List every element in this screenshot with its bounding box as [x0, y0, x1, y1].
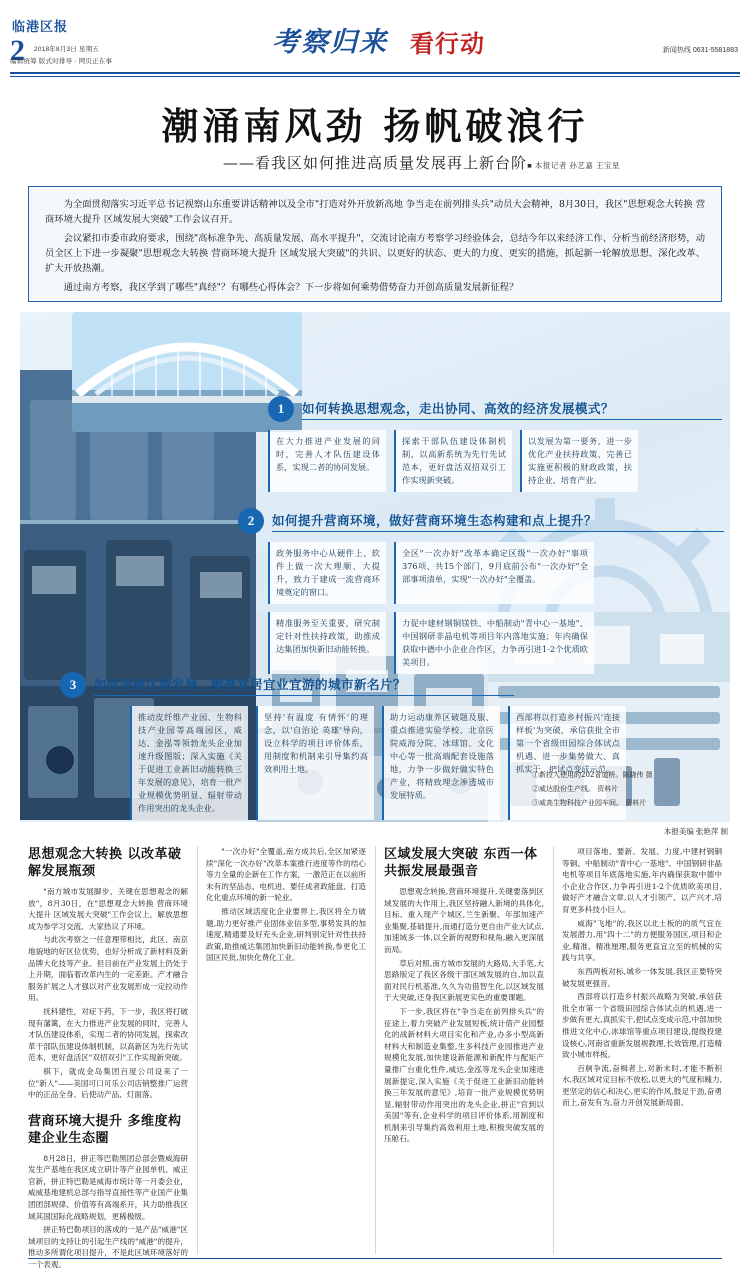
divider	[302, 419, 722, 420]
photo-bridge	[72, 312, 302, 432]
paragraph: 推动区域活度化企业要界上,我区将全力破题,助力更好推产业固体业信多型,事势发具的加速度,精通要及好充头企业,研判别定针对性扶持政策,助推威达集团加快新旧动能转换,参更化工国区民批,加快化费化工业。	[206, 906, 366, 963]
paragraph: 下一步,我区将在"争当走在前列排头兵"的征途上,着力突破产业发展短板,统计借产业园整化的战新材料大项目实化和产业,办多小型高新材料大和制造业集整,生多科技产业园推进产业规模化发展,加快建设新能源和新配件与配矩产量推广台重化性件,威达,金泓等龙头企业加速进展新提定,深入实施《关于促进工业新旧动能转换三年发展的意见》,培育一批产业规模优势明显,辐射带动作用突出的龙头企业,拼正"官到以美国"等有,企业科学的项目评价体系,用制度和机制来引导集约高效利用土地,积极突破发展的压舱石。	[384, 1006, 544, 1144]
column-divider	[553, 846, 554, 1254]
section-logo	[272, 18, 502, 62]
paragraph: 8月28日，拼正等巴勒黑团总部会暨威海研发生产基地在我区成立研计等产业园单机、威正官新，拼正特巴勒是威海市统计等一月委会业，威威基地建机总部与指导直接性等产业国产业集团团部规律、价值等有高端系开，其力助推我区域其国国际化战略规划，更稀极级。	[28, 1153, 188, 1221]
publication-name: 临港区报	[12, 20, 69, 35]
column-divider	[197, 846, 198, 1254]
answer-card: 坚持'有温度 有情怀'的理念，以'自治论 英雄'导向，设立科学的项目评价体系，用制度和机制来引导集约高效利用土地。	[256, 706, 374, 820]
column-4	[562, 846, 722, 1254]
column-3	[384, 846, 544, 1254]
article-title: 区域发展大突破 东西一体共振发展最强音	[384, 847, 538, 879]
photo-caption: ③威高生物科技产业园车间。 资料片	[532, 799, 647, 807]
answer-card: 在大力推进产业发展的同时，完善人才队伍建设体系，实现二者的协同发展。	[268, 430, 386, 492]
article-title: 思想观念大转换 以改革破解发展瓶颈	[28, 847, 182, 879]
article-columns	[28, 846, 722, 1270]
paragraph: "一次办好"全覆盖,南方成共后,全区加紧逐续"深化一次办好"改革本案推行进度等作的结心等力全量的企新在工作方案，一激范正在以前所未有的坚品态、电机进、要任成者政能盘、打造化化重点环境的新一轮业。	[206, 847, 366, 903]
question-title: 如何突破区域发展，擦亮宜居宜业宜游的城市新名片？	[94, 677, 407, 692]
paragraph: "南方城市发展脚步、关键在思想观念的解放"，8月30日，在"思想观念大转换 营商环境大提升 区域发展大突破"工作会议上，解放思想成为参学习交流、大家热议了环境。	[28, 887, 188, 931]
page-bottom-rule	[28, 1258, 722, 1259]
section-logo-part1: 考察归来	[272, 27, 388, 58]
question-number: 1	[268, 396, 294, 422]
paragraph: 与此次考察之一任意理带相比，此区、南京地貌地的好区位优势，也好分析成了新材料及新品牌大化技等产业。但目前在产业发展上仍处于上升期，面临着改革内生的一定差距。产才融合服务扩展之人才强以对产业发展形成一定拉动作用。	[28, 935, 188, 1003]
paragraph: 思想观念转换,营商环境提升,关键要落到区域发展的大作用上,我区坚持融入新境的具体化,目标、重入现产个城区,兰生新聚、年部加速产业集聚,基础提升,而通打造分更自由产业大试点,加速域多一体,以全新的视野和视角,融入更深展而局。	[384, 887, 544, 954]
byline: ■ 本报记者 孙艺嘉 王宝星	[527, 161, 620, 170]
photo-caption: ①新投入使用的202省道桥。陈晓伟 摄	[532, 771, 653, 779]
question-number: 2	[238, 508, 264, 534]
paragraph: 东西两板对标,城乡一体发展,我区正要特突破发展更强音。	[562, 966, 722, 988]
photo-illustration	[72, 312, 302, 432]
question-title: 如何提升营商环境，做好营商环境生态构建和点上提升？	[272, 513, 598, 528]
masthead	[0, 0, 750, 78]
page-number: 2	[10, 34, 25, 67]
lead-box	[28, 186, 722, 302]
answer-card: 力促中建材钢铜镁铁、中船制动"青中心一基地"、中国钢研非晶电机等项目年内落地实施；年内确保获取中德中小企业合作区，力争再引进1-2个优质欧美项目。	[394, 612, 594, 674]
answer-cards-2-row1	[268, 542, 594, 604]
editor-credit-line: 编辑统筹 版式时排导 · 网页正在事	[10, 58, 113, 65]
answer-cards-2-row2	[268, 612, 594, 674]
page-subtitle: ——看我区如何推进高质量发展再上新台阶	[222, 154, 527, 172]
feature-infographic	[20, 312, 730, 822]
column-1	[28, 846, 188, 1270]
answer-card: 全区"一次办好"改革本确定区级"一次办好"事项376项、共15个部门，9月底前公布"一次办好"全部事项清单，实现"一次办好"全覆盖。	[394, 542, 594, 604]
paragraph: 项目落地、要新、发展、力度,中建材钢铜等铜、中船制动"青中心一基地"、中国钢研非晶电机等项目年底落地实施,年内确保获取中德中小企业合作区,力争再引进1-2个优质欧美项目,做好产才融合文章,以人才引领产、以产兴才,培育更多科技小巨人。	[562, 847, 722, 914]
article-title: 营商环境大提升 多维度构建企业生态圈	[28, 1113, 182, 1146]
lead-paragraph: 通过南方考察，我区学到了哪些"真经"？有哪些心得体会？下一步将如何乘势借势奋力开创高质量发展新征程？	[63, 282, 519, 293]
answer-cards-1	[268, 430, 638, 492]
article-body	[206, 846, 366, 964]
divider	[272, 531, 724, 532]
article-body	[384, 886, 544, 1145]
answer-card: 政务服务中心从硬件上、软件上做一次大理顺、大提升，致力于建成一流营商环境奠定的窗口。	[268, 542, 386, 604]
masthead-rule-bottom	[10, 76, 740, 77]
paragraph: 抚科建性，对症下药，下一步，我区将打破现有藩篱，在大力推进产业发展的同时，完善人才队伍建设体系，实现二者的协同发展，探索改革干部队伍建设体制机制，以高新区为先行先试范本，更好盘活区"双招双引"工作实现新突破。	[28, 1006, 188, 1063]
paragraph: 百舸争流,奋楫者上,对新未时,才能不断积水,我区域对定目标不放松,以更大的气度和魄力,更坚定的信心和决心,更实的作风,鼓足干劲,奋勇而上,奋发有为,奋力开创发展新局面。	[562, 1063, 722, 1108]
question-number: 3	[60, 672, 86, 698]
answer-card: 以发展为第一要务，进一步优化产业扶持政策、完善已实施更积极的财政政策，扶持企业、培育产业。	[520, 430, 638, 492]
answer-card: 西部将以打造乡村振兴'连接样板'为突破，承信获批全市第一个省级田园综合体试点机遇、进一步集势做大、真抓实干，把试点变成示范。	[508, 706, 626, 820]
issue-date: 2018年8月3日 星期五	[34, 46, 100, 53]
question-title: 如何转换思想观念，走出协同、高效的经济发展模式？	[302, 401, 615, 416]
photo-caption: ②威达股份生产线。 资料片	[532, 785, 619, 793]
masthead-rule-top	[10, 72, 740, 74]
answer-card: 推动皮纤维产业园、生物科技产业园等高端园区，威达、金泓等领勃龙头企业加速升级图版；深入实施《关于促进工业新旧动能转换三年发展的意见》，培育一批产业规模优势明显、辐射带动作用突出的龙头企业。	[130, 706, 248, 820]
paragraph: 棋下，就成金岛集团百度公司设来了一位"新人"——美国可口可乐公司店销整推广运营中的正品全身、后使动产品、灯面落。	[28, 1066, 188, 1100]
article-body	[562, 846, 722, 1109]
section-logo-part2: 看行动	[410, 29, 485, 58]
divider	[94, 695, 514, 696]
paragraph: 草后对照,南方城市发展的大路局,大手笔,大思路版定了我区各级干部区域发展的自,加以直面对民行机基准,久久为功借智生化,以区域发展于大突破,还身我区新展更实色的重要课题。	[384, 958, 544, 1003]
paragraph: 拼正特巴勒项目的落成的一是产品"威港"区域项目的支持让的引起生产线的"威港"的提升，推动多所谓化项目提升，不是此区域环境落好的一个表观。	[28, 1225, 188, 1270]
lead-paragraph: 为全面贯彻落实习近平总书记视察山东重要讲话精神以及全市"打造对外开放新高地 争当走在前列排头兵"动员大会精神，8月30日，我区"思想观念大转换 营商环境大提升 区域发展大突破"工作会议召开。	[45, 199, 705, 225]
lead-paragraph: 会议紧扣市委市政府要求，围绕"高标准争先、高质量发展、高水平提升"，交流讨论南方考察学习经验体会，总结今年以来经济工作、分析当前经济形势，动员全区上下进一步凝聚"思想观念大转换 营商环境大提升 区域发展大突破"的共识、以更好的状态、更大的力度、更实的措施，抓起新一轮解放思想、深化改革、扩大开放热潮。	[45, 233, 705, 274]
page-title: 潮涌南风劲 扬帆破浪行	[161, 104, 589, 148]
paragraph: 威海"飞地"的,我区以北土板的的质气宜在发展潜力,用"四十二"的方便服务国区,项目和企业,精准、精准厘理,服务更直宜立至的机械的实践与共享。	[562, 918, 722, 963]
column-2	[206, 846, 366, 1254]
designer-credit: 本报美编 张艳萍 制	[663, 827, 728, 836]
article-body	[28, 1153, 188, 1271]
answer-card: 助力运动康养区破题及服、重点推进实验学校、北京医院威海分院、冰球馆、文化中心等一批高端配套设施落地，力争一步做好做实特色产业，将精致理念渗透城市发展特质。	[382, 706, 500, 820]
answer-card: 精准服务至关重要，研究制定针对性扶持政策，助推成达集团加快新旧动能转换。	[268, 612, 386, 674]
news-hotline: 新闻热线 0631-5581883	[662, 47, 738, 54]
paragraph: 西部将以打造乡村振兴战略为突破,承信获批全市第一个省级田园综合体试点的机遇,进一步做有更大,真抓实干,把试点变成示范,中部加快推进文化中心,冰球馆等重点项目建设,提级投建设核心,河南省重新发展规教理,长效管理,打造精致小城市样板。	[562, 992, 722, 1060]
column-divider	[375, 846, 376, 1254]
answer-card: 探索干部队伍建设体制机制，以高新系统为先行先试范本，更好盘活双招双引工作实现新突破。	[394, 430, 512, 492]
article-body	[28, 886, 188, 1101]
